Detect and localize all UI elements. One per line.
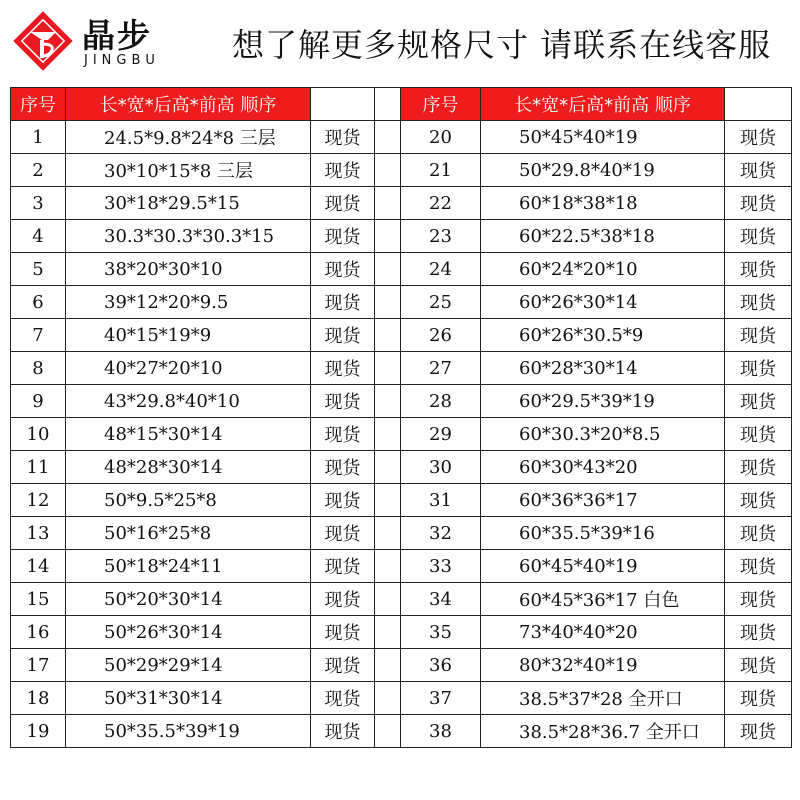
row-no: 23	[401, 220, 481, 253]
row-size: 30*18*29.5*15	[66, 187, 311, 220]
row-stock: 现货	[725, 550, 792, 583]
row-size: 60*30.3*20*8.5	[481, 418, 725, 451]
row-no: 24	[401, 253, 481, 286]
row-size: 60*45*36*17 白色	[481, 583, 725, 616]
row-size: 39*12*20*9.5	[66, 286, 311, 319]
row-stock: 现货	[311, 550, 375, 583]
headline: 想了解更多规格尺寸 请联系在线客服	[232, 26, 772, 64]
row-no: 28	[401, 385, 481, 418]
row-size: 50*45*40*19	[481, 121, 725, 154]
row-no: 16	[11, 616, 66, 649]
row-stock: 现货	[725, 286, 792, 319]
table-row	[11, 715, 792, 748]
row-size: 60*29.5*39*19	[481, 385, 725, 418]
table-row	[11, 319, 792, 352]
row-stock: 现货	[311, 352, 375, 385]
row-no: 5	[11, 253, 66, 286]
row-stock: 现货	[311, 616, 375, 649]
row-size: 60*22.5*38*18	[481, 220, 725, 253]
row-no: 15	[11, 583, 66, 616]
row-size: 60*28*30*14	[481, 352, 725, 385]
row-no: 17	[11, 649, 66, 682]
table-row	[11, 451, 792, 484]
table-row	[11, 253, 792, 286]
row-size: 50*31*30*14	[66, 682, 311, 715]
row-gap	[375, 319, 401, 352]
brand-name: 晶步	[82, 16, 152, 55]
row-gap	[375, 715, 401, 748]
brand-logo-icon	[12, 10, 74, 72]
table-row	[11, 385, 792, 418]
row-size: 48*28*30*14	[66, 451, 311, 484]
row-gap	[375, 550, 401, 583]
row-no: 19	[11, 715, 66, 748]
row-stock: 现货	[725, 385, 792, 418]
row-stock: 现货	[311, 484, 375, 517]
row-no: 1	[11, 121, 66, 154]
row-no: 32	[401, 517, 481, 550]
row-gap	[375, 154, 401, 187]
row-size: 50*9.5*25*8	[66, 484, 311, 517]
row-no: 14	[11, 550, 66, 583]
row-size: 30.3*30.3*30.3*15	[66, 220, 311, 253]
row-no: 37	[401, 682, 481, 715]
row-size: 24.5*9.8*24*8 三层	[66, 121, 311, 154]
row-stock: 现货	[311, 319, 375, 352]
row-size: 60*26*30.5*9	[481, 319, 725, 352]
table-body	[11, 121, 792, 748]
row-size: 43*29.8*40*10	[66, 385, 311, 418]
table-row	[11, 517, 792, 550]
row-gap	[375, 517, 401, 550]
row-no: 31	[401, 484, 481, 517]
row-stock: 现货	[311, 451, 375, 484]
header-no-2: 序号	[401, 88, 481, 121]
row-stock: 现货	[311, 715, 375, 748]
table-row	[11, 352, 792, 385]
table-row	[11, 484, 792, 517]
row-stock: 现货	[725, 517, 792, 550]
table-row	[11, 550, 792, 583]
row-no: 7	[11, 319, 66, 352]
row-no: 21	[401, 154, 481, 187]
row-stock: 现货	[725, 154, 792, 187]
row-stock: 现货	[311, 121, 375, 154]
row-gap	[375, 385, 401, 418]
row-gap	[375, 253, 401, 286]
row-size: 48*15*30*14	[66, 418, 311, 451]
table-row	[11, 682, 792, 715]
row-no: 25	[401, 286, 481, 319]
row-gap	[375, 616, 401, 649]
row-no: 8	[11, 352, 66, 385]
row-stock: 现货	[725, 583, 792, 616]
row-gap	[375, 187, 401, 220]
row-size: 38.5*37*28 全开口	[481, 682, 725, 715]
row-stock: 现货	[311, 187, 375, 220]
row-size: 60*45*40*19	[481, 550, 725, 583]
row-no: 2	[11, 154, 66, 187]
row-size: 50*35.5*39*19	[66, 715, 311, 748]
row-size: 60*24*20*10	[481, 253, 725, 286]
table-row	[11, 220, 792, 253]
row-stock: 现货	[725, 121, 792, 154]
row-stock: 现货	[311, 682, 375, 715]
row-stock: 现货	[725, 682, 792, 715]
row-no: 26	[401, 319, 481, 352]
row-gap	[375, 484, 401, 517]
row-no: 18	[11, 682, 66, 715]
row-no: 12	[11, 484, 66, 517]
row-stock: 现货	[311, 154, 375, 187]
row-no: 10	[11, 418, 66, 451]
row-gap	[375, 121, 401, 154]
row-stock: 现货	[725, 484, 792, 517]
row-stock: 现货	[725, 418, 792, 451]
row-no: 11	[11, 451, 66, 484]
row-size: 40*15*19*9	[66, 319, 311, 352]
row-stock: 现货	[725, 352, 792, 385]
row-stock: 现货	[311, 418, 375, 451]
row-stock: 现货	[725, 451, 792, 484]
row-stock: 现货	[725, 220, 792, 253]
row-stock: 现货	[311, 220, 375, 253]
row-gap	[375, 352, 401, 385]
row-gap	[375, 682, 401, 715]
row-gap	[375, 286, 401, 319]
row-size: 50*29*29*14	[66, 649, 311, 682]
row-no: 30	[401, 451, 481, 484]
row-stock: 现货	[311, 286, 375, 319]
row-no: 35	[401, 616, 481, 649]
row-stock: 现货	[725, 319, 792, 352]
row-stock: 现货	[311, 253, 375, 286]
row-size: 60*18*38*18	[481, 187, 725, 220]
row-gap	[375, 220, 401, 253]
header-size: 长*宽*后高*前高 顺序	[66, 88, 311, 121]
row-stock: 现货	[311, 583, 375, 616]
brand-name-en: JINGBU	[84, 53, 160, 68]
row-size: 30*10*15*8 三层	[66, 154, 311, 187]
row-stock: 现货	[725, 253, 792, 286]
table-row	[11, 286, 792, 319]
row-size: 50*20*30*14	[66, 583, 311, 616]
row-gap	[375, 418, 401, 451]
table-row	[11, 649, 792, 682]
row-no: 29	[401, 418, 481, 451]
row-no: 38	[401, 715, 481, 748]
row-size: 60*36*36*17	[481, 484, 725, 517]
row-size: 50*26*30*14	[66, 616, 311, 649]
row-size: 60*35.5*39*16	[481, 517, 725, 550]
table-row	[11, 187, 792, 220]
row-no: 36	[401, 649, 481, 682]
row-size: 50*16*25*8	[66, 517, 311, 550]
header-gap	[375, 88, 401, 121]
row-no: 6	[11, 286, 66, 319]
row-size: 73*40*40*20	[481, 616, 725, 649]
row-stock: 现货	[725, 715, 792, 748]
row-size: 50*18*24*11	[66, 550, 311, 583]
row-size: 50*29.8*40*19	[481, 154, 725, 187]
row-no: 20	[401, 121, 481, 154]
row-gap	[375, 649, 401, 682]
row-size: 38.5*28*36.7 全开口	[481, 715, 725, 748]
row-no: 9	[11, 385, 66, 418]
row-no: 34	[401, 583, 481, 616]
table-row	[11, 616, 792, 649]
row-no: 4	[11, 220, 66, 253]
row-size: 38*20*30*10	[66, 253, 311, 286]
size-table	[10, 87, 792, 748]
header-stock-blank	[311, 88, 375, 121]
row-stock: 现货	[725, 649, 792, 682]
row-gap	[375, 451, 401, 484]
page-header	[0, 0, 800, 86]
header-no: 序号	[11, 88, 66, 121]
row-no: 3	[11, 187, 66, 220]
table-row	[11, 583, 792, 616]
row-no: 27	[401, 352, 481, 385]
row-no: 33	[401, 550, 481, 583]
row-stock: 现货	[725, 187, 792, 220]
table-header-row	[11, 88, 792, 121]
row-no: 13	[11, 517, 66, 550]
table-row	[11, 418, 792, 451]
row-size: 60*26*30*14	[481, 286, 725, 319]
row-size: 80*32*40*19	[481, 649, 725, 682]
row-no: 22	[401, 187, 481, 220]
row-gap	[375, 583, 401, 616]
row-stock: 现货	[311, 385, 375, 418]
row-stock: 现货	[725, 616, 792, 649]
row-size: 40*27*20*10	[66, 352, 311, 385]
row-stock: 现货	[311, 649, 375, 682]
row-size: 60*30*43*20	[481, 451, 725, 484]
table-row	[11, 154, 792, 187]
table-row	[11, 121, 792, 154]
row-stock: 现货	[311, 517, 375, 550]
header-size-2: 长*宽*后高*前高 顺序	[481, 88, 725, 121]
header-stock-blank-2	[725, 88, 792, 121]
